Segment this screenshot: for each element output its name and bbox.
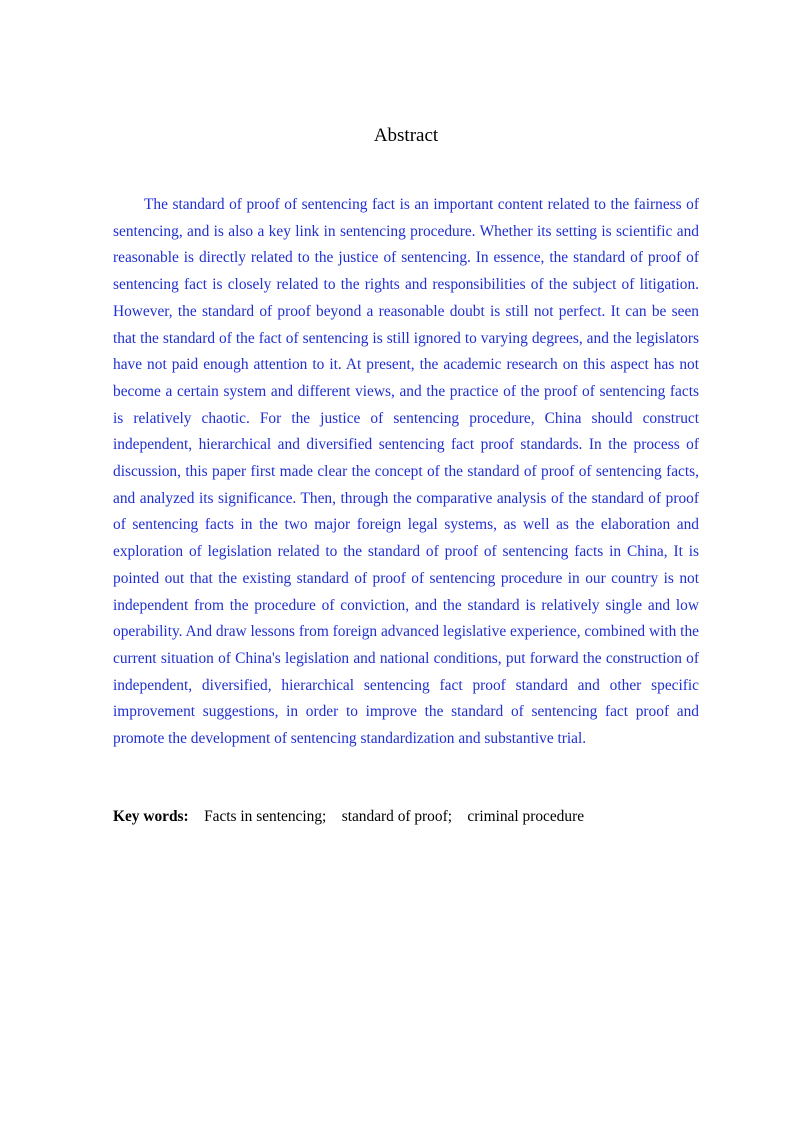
abstract-paragraph: The standard of proof of sentencing fact is an important content related to the fairness of sentencing, and is also a key link in sentencing procedure. Whether its setting is scientific and reasonable is directly related to the justice of sentencing. In essence, the standard of proof of sentencing fact is closely related to the rights and responsibilities of the subject of litigation. However, the standard of proof beyond a reasonable doubt is still not perfect. It can be seen that the standard of the fact of sentencing is still ignored to varying degrees, and the legislators have not paid enough attention to it. At present, the academic research on this aspect has not become a certain system and different views, and the practice of the proof of sentencing facts is relatively chaotic. For the justice of sentencing procedure, China should construct independent, hierarchical and diversified sentencing fact proof standards. In the process of discussion, this paper first made clear the concept of the standard of proof of sentencing facts, and analyzed its significance. Then, through the comparative analysis of the standard of proof of sentencing facts in the two major foreign legal systems, as well as the elaboration and exploration of legislation related to the standard of proof of sentencing facts in China, It is pointed out that the existing standard of proof of sentencing procedure in our country is not independent from the procedure of conviction, and the standard is relatively single and low operability. And draw lessons from foreign advanced legislative experience, combined with the current situation of China's legislation and national conditions, put forward the construction of independent, diversified, hierarchical sentencing fact proof standard and other specific improvement suggestions, in order to improve the standard of sentencing fact proof and promote the development of sentencing standardization and substantive trial. [113,196,699,748]
keywords-line [113,805,713,829]
keyword-item: criminal procedure [467,808,585,825]
keyword-item: Facts in sentencing; [204,808,327,825]
page-title: Abstract [373,125,439,146]
keywords-label: Key words: [113,808,189,825]
keyword-item: standard of proof; [341,808,452,825]
